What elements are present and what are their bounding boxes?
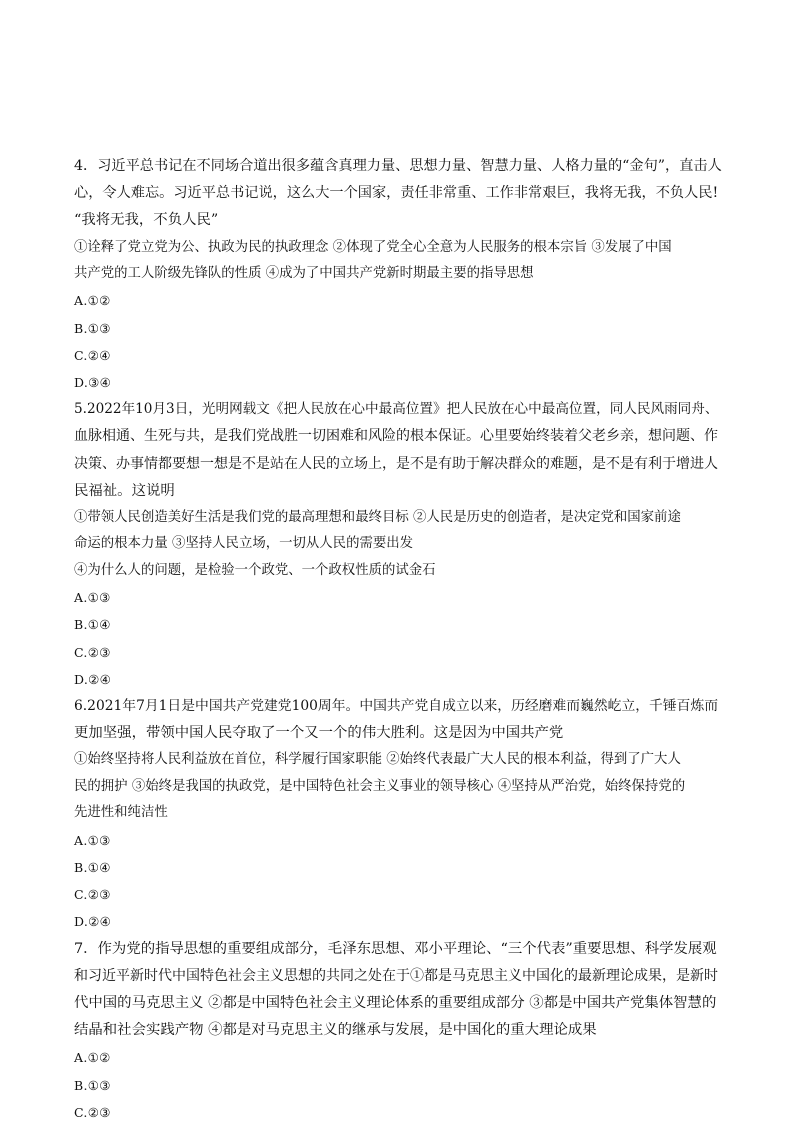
question-stem-line: 代中国的马克思主义 ②都是中国特色社会主义理论体系的重要组成部分 ③都是中国共产党集体智慧的 [74,994,717,1011]
question-stem-line: “我将无我，不负人民” [74,212,219,229]
question-stem-line: 更加坚强，带领中国人民夺取了一个又一个的伟大胜利。这是因为中国共产党 [74,725,564,742]
option-a: A.①③ [74,832,111,848]
question-6 [74,693,726,935]
question-stem-line: 7．作为党的指导思想的重要组成部分，毛泽东思想、邓小平理论、“三个代表”重要思想、科学发展观 [74,940,717,957]
statement-line: 命运的根本力量 ③坚持人民立场，一切从人民的需要出发 [74,536,414,552]
question-stem-line: 民福祉。这说明 [74,482,175,499]
question-stem-line: 血脉相通、生死与共，是我们党战胜一切困难和风险的根本保证。心里要始终装着父老乡亲，想问题、作 [74,428,718,445]
statement-line: ①始终坚持将人民利益放在首位，科学履行国家职能 ②始终代表最广大人民的根本利益，得到了广大人 [74,752,681,768]
option-b: B.①③ [74,1077,111,1093]
question-stem-line: 4．习近平总书记在不同场合道出很多蕴含真理力量、思想力量、智慧力量、人格力量的“金句”，直击人 [74,158,722,174]
statement-line: 民的拥护 ③始终是我国的执政党，是中国特色社会主义事业的领导核心 ④坚持从严治党，始终保持党的 [74,778,686,794]
statement-line: ①带领人民创造美好生活是我们党的最高理想和最终目标 ②人民是历史的创造者，是决定党和国家前途 [74,510,681,526]
option-b: B.①④ [74,617,111,633]
question-5 [74,396,726,693]
option-c: C.②④ [74,347,111,363]
question-stem-line: 5.2022年10月3日，光明网载文《把人民放在心中最高位置》把人民放在心中最高位置，同人民风雨同舟、 [74,401,719,418]
question-7 [74,936,726,1126]
option-a: A.①② [74,1050,111,1066]
question-stem-line: 决策、办事情都要想一想是不是站在人民的立场上，是不是有助于解决群众的难题，是不是有利于增进人 [74,455,718,472]
question-stem-line: 6.2021年7月1日是中国共产党建党100周年。中国共产党自成立以来，历经磨难而巍然屹立，千锤百炼而 [74,698,719,715]
question-stem-line: 和习近平新时代中国特色社会主义思想的共同之处在于①都是马克思主义中国化的最新理论成果，是新时 [74,967,718,984]
document-page [74,153,726,1126]
option-a: A.①② [74,293,111,309]
option-d: D.③④ [74,375,112,391]
option-b: B.①③ [74,320,111,336]
statement-line: ④为什么人的问题，是检验一个政党、一个政权性质的试金石 [74,562,436,578]
question-stem-line: 心，令人难忘。习近平总书记说，这么大一个国家，责任非常重、工作非常艰巨，我将无我，不负人民! [74,185,719,202]
question-4 [74,153,726,396]
option-a: A.①③ [74,590,111,606]
option-d: D.②④ [74,671,112,687]
option-d: D.②④ [74,914,112,930]
option-c: C.②③ [74,887,111,903]
option-c: C.②③ [74,644,111,660]
option-b: B.①④ [74,859,111,875]
option-c: C.②③ [74,1104,111,1120]
statement-line: 先进性和纯洁性 [74,805,168,821]
question-stem-line: 结晶和社会实践产物 ④都是对马克思主义的继承与发展，是中国化的重大理论成果 [74,1022,597,1039]
statement-line: 共产党的工人阶级先锋队的性质 ④成为了中国共产党新时期最主要的指导思想 [74,266,534,282]
statement-line: ①诠释了党立党为公、执政为民的执政理念 ②体现了党全心全意为人民服务的根本宗旨 ③发展了中国 [74,239,672,255]
